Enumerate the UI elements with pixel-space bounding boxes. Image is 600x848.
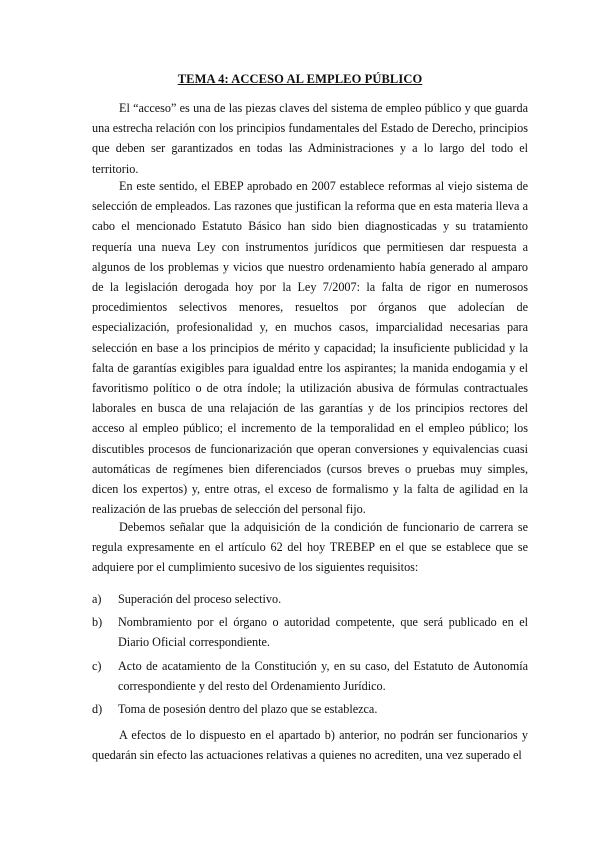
paragraph-ebep-reform: En este sentido, el EBEP aprobado en 2007 establece reformas al viejo sistema de selección de empleados. Las razones que justifican la reforma que en esta materia lleva a cabo el mencionado Estatuto Básico han sido bien diagnosticadas y su tratamiento requería una nueva Ley con instrumentos jurídicos que permitiesen dar respuesta a algunos de los problemas y vicios que nuestro ordenamiento había generado al amparo de la legislación derogada hoy por la Ley 7/2007: la falta de rigor en numerosos procedimientos selectivos menores, resueltos por órganos que adolecían de especialización, profesionalidad y, en muchos casos, imparcialidad necesarias para selección en base a los principios de mérito y capacidad; la insuficiente publicidad y la falta de garantías exigibles para igualdad entre los aspirantes; la manida endogamia y el favoritismo político o de otra índole; la utilización abusiva de fórmulas contractuales laborales en busca de una relajación de las garantías y de los principios rectores del acceso al empleo público; el incremento de la temporalidad en el empleo público; los discutibles procesos de funcionarización que operan conversiones y equivalencias cuasi automáticas de regímenes bien diferenciados (cursos breves o pruebas muy simples, dicen los expertos) y, entre otras, el exceso de formalismo y la falta de agilidad en la realización de las pruebas de selección del personal fijo. [92,179,528,517]
page-title: TEMA 4: ACCESO AL EMPLEO PÚBLICO [177,72,423,86]
list-item-text: Superación del proceso selectivo. [118,592,282,606]
list-item [92,699,528,719]
list-item [92,656,528,696]
list-marker: a) [92,592,102,606]
list-marker: d) [92,702,103,717]
list-marker: c) [92,658,102,673]
list-item-text: Nombramiento por el órgano o autoridad competente, que será publicado en el Diario Oficial correspondiente. [118,615,528,650]
list-item-text: Toma de posesión dentro del plazo que se establezca. [118,702,378,717]
list-item [92,612,528,652]
list-item [92,589,528,609]
paragraph-intro: El “acceso” es una de las piezas claves del sistema de empleo público y que guarda una estrecha relación con los principios fundamentales del Estado de Derecho, principios que deben ser garantizados en todas las Administraciones y a lo largo del todo el territorio. [92,101,528,176]
paragraph-apartado-b: A efectos de lo dispuesto en el apartado b) anterior, no podrán ser funcionarios y quedarán sin efecto las actuaciones relativas a quienes no acrediten, una vez superado el [92,728,528,763]
requirements-list [92,589,528,719]
list-item-text: Acto de acatamiento de la Constitución y, en su caso, del Estatuto de Autonomía correspondiente y del resto del Ordenamiento Jurídico. [118,658,528,693]
list-marker: b) [92,615,103,630]
paragraph-requirements-intro: Debemos señalar que la adquisición de la condición de funcionario de carrera se regula expresamente en el artículo 62 del hoy TREBEP en el que se establece que se adquiere por el cumplimiento sucesivo de los siguientes requisitos: [92,520,528,575]
